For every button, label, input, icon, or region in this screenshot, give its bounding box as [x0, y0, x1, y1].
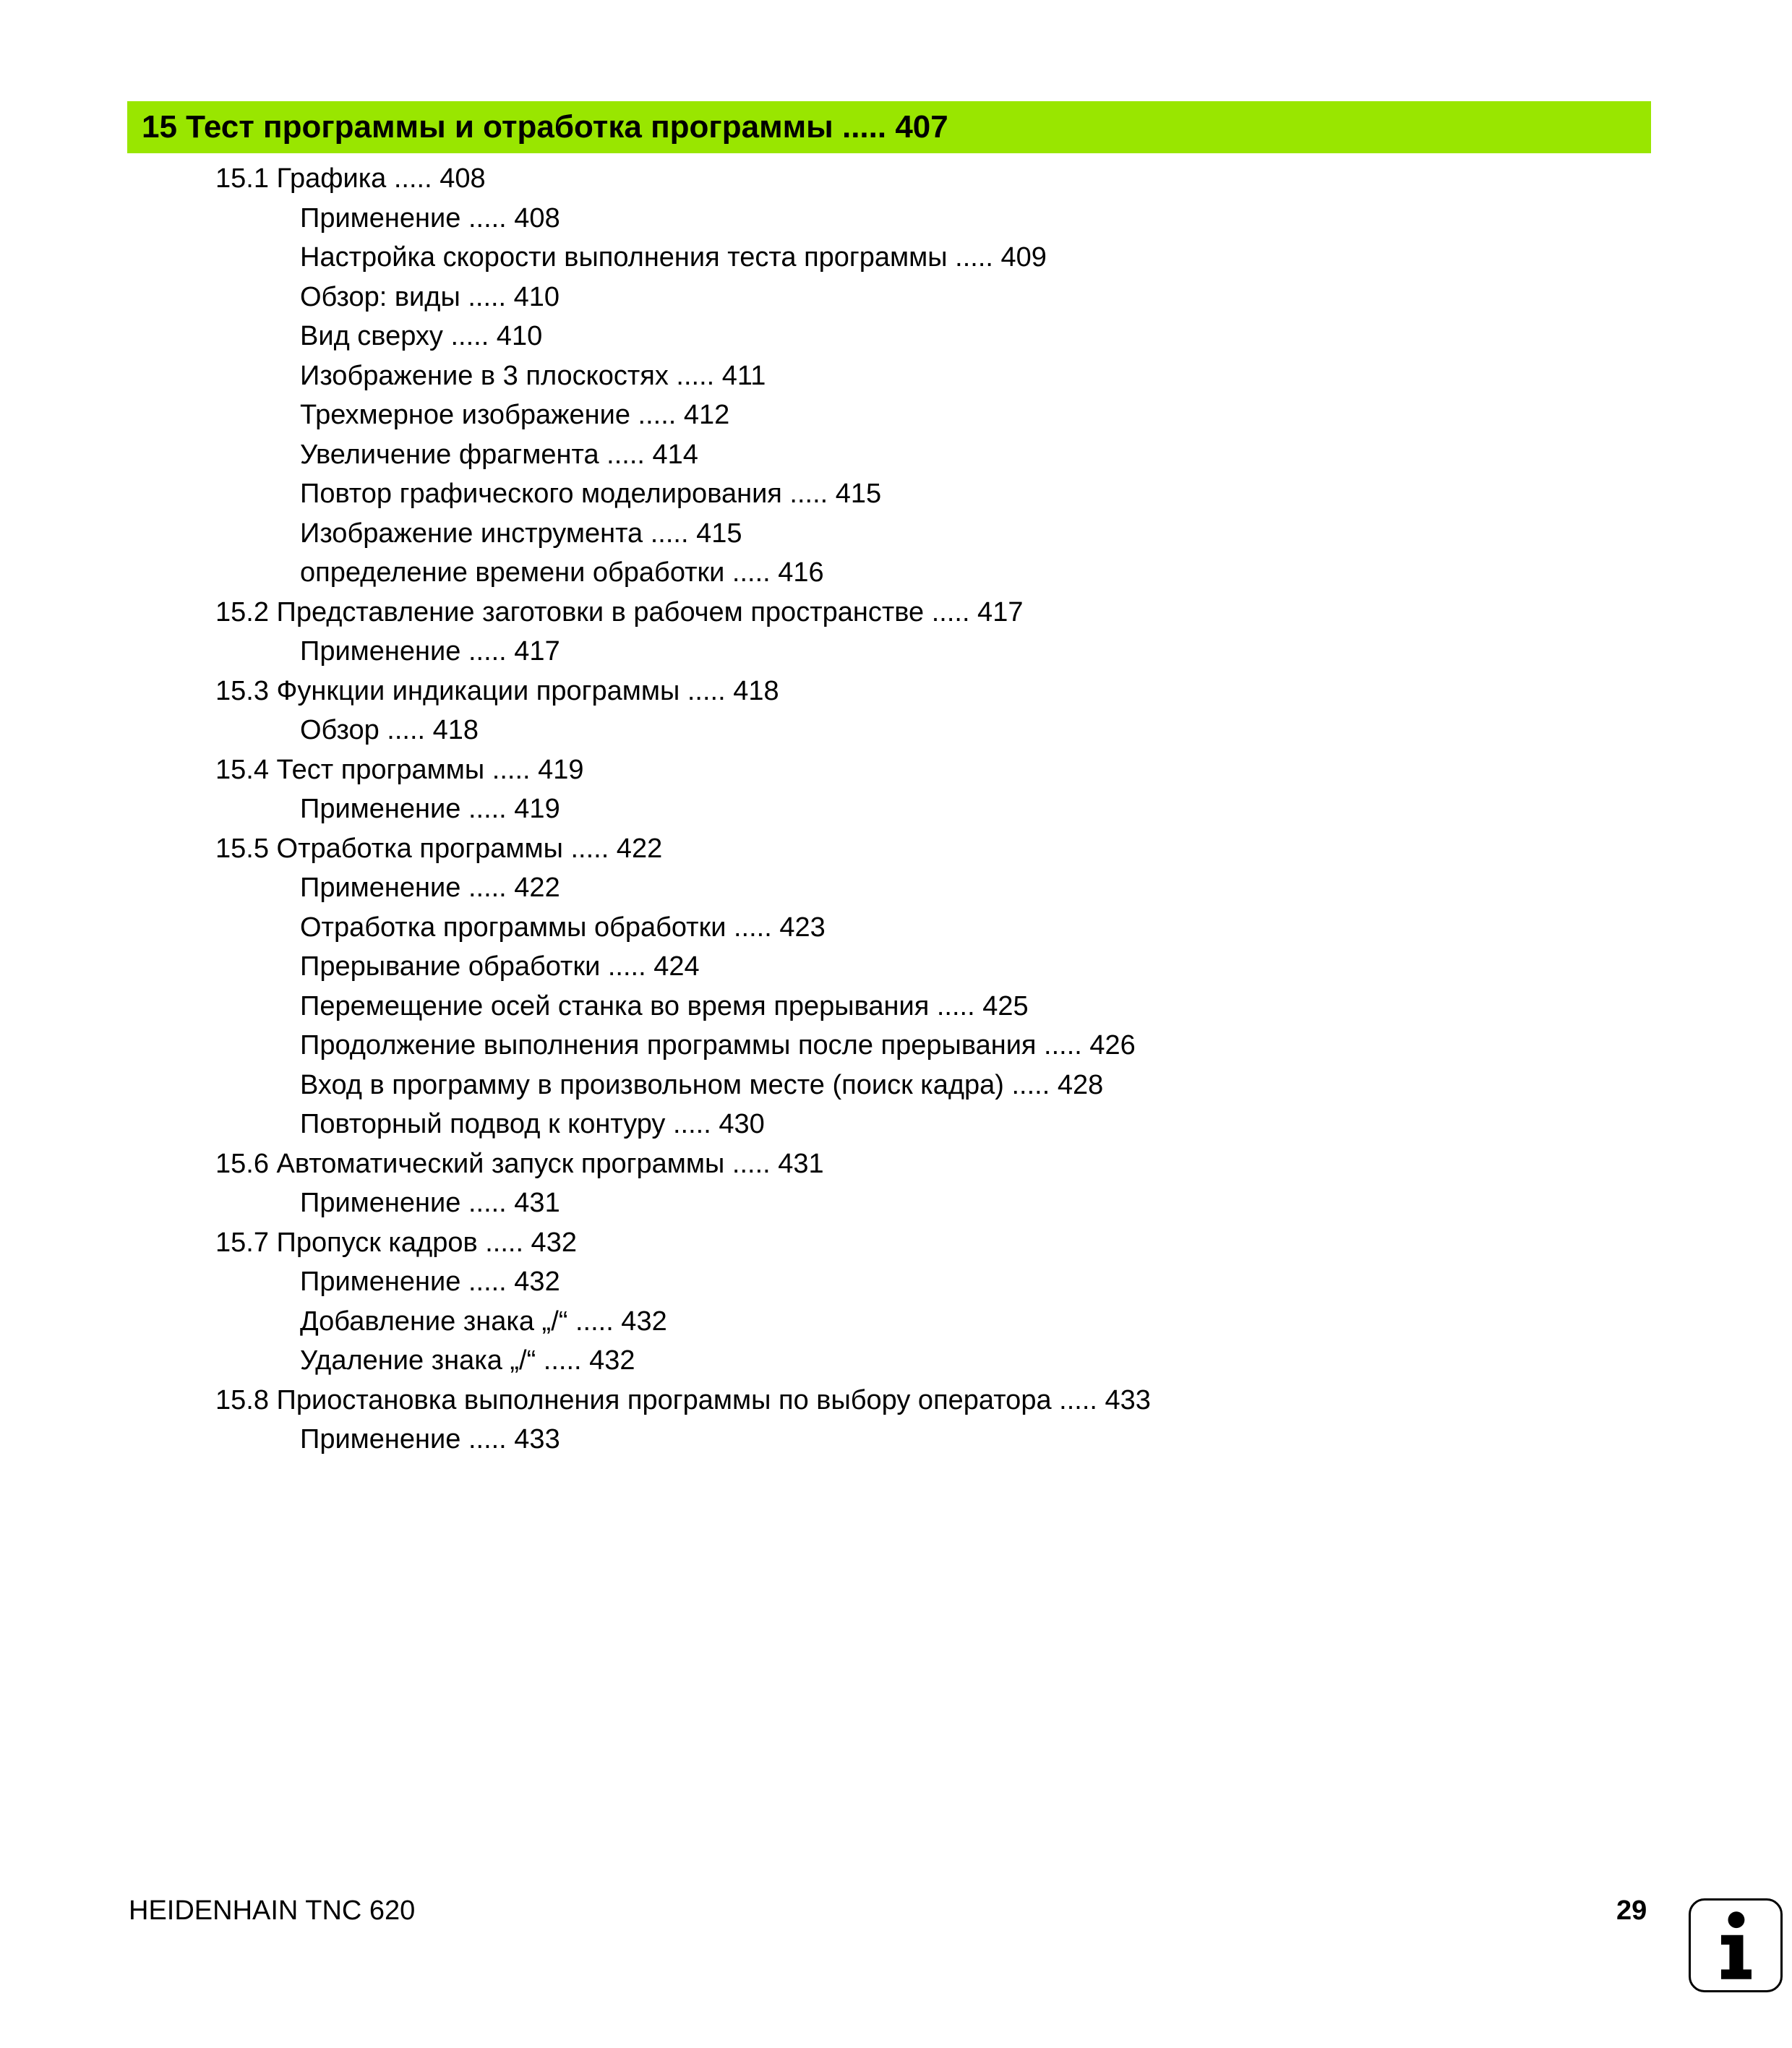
toc-subsection-entry[interactable]: Применение ..... 431 [300, 1188, 560, 1218]
toc-subsection-entry[interactable]: Применение ..... 422 [300, 873, 560, 903]
toc-subsection-entry[interactable]: определение времени обработки ..... 416 [300, 557, 824, 588]
table-of-contents [0, 159, 1792, 1460]
toc-subsection-entry[interactable]: Изображение в 3 плоскостях ..... 411 [300, 360, 766, 391]
toc-subsection-entry[interactable]: Обзор ..... 418 [300, 715, 479, 745]
toc-section-entry[interactable]: 15.1 Графика ..... 408 [215, 163, 486, 194]
toc-subsection-entry[interactable]: Вид сверху ..... 410 [300, 321, 543, 351]
toc-subsection-entry[interactable]: Повторный подвод к контуру ..... 430 [300, 1109, 765, 1139]
toc-subsection-entry[interactable]: Применение ..... 419 [300, 794, 560, 824]
toc-subsection-entry[interactable]: Трехмерное изображение ..... 412 [300, 400, 730, 430]
info-icon[interactable] [1689, 1898, 1783, 1992]
toc-section-entry[interactable]: 15.5 Отработка программы ..... 422 [215, 833, 663, 864]
toc-subsection-entry[interactable]: Применение ..... 432 [300, 1267, 560, 1297]
toc-subsection-entry[interactable]: Перемещение осей станка во время прерывания ..... 425 [300, 990, 1029, 1021]
toc-section-entry[interactable]: 15.7 Пропуск кадров ..... 432 [215, 1227, 577, 1258]
chapter-heading-bar [127, 101, 1651, 153]
toc-subsection-entry[interactable]: Повтор графического моделирования ..... 415 [300, 479, 882, 509]
page-number: 29 [1616, 1895, 1647, 1926]
toc-subsection-entry[interactable]: Добавление знака „/“ ..... 432 [300, 1306, 667, 1337]
toc-subsection-entry[interactable]: Удаление знака „/“ ..... 432 [300, 1345, 635, 1376]
toc-subsection-entry[interactable]: Изображение инструмента ..... 415 [300, 518, 742, 549]
toc-section-entry[interactable]: 15.3 Функции индикации программы ..... 418 [215, 675, 779, 706]
toc-subsection-entry[interactable]: Применение ..... 408 [300, 202, 560, 233]
toc-subsection-entry[interactable]: Прерывание обработки ..... 424 [300, 951, 700, 982]
toc-subsection-entry[interactable]: Увеличение фрагмента ..... 414 [300, 439, 698, 470]
toc-subsection-entry[interactable]: Вход в программу в произвольном месте (поиск кадра) ..... 428 [300, 1069, 1104, 1100]
toc-subsection-entry[interactable]: Настройка скорости выполнения теста программы ..... 409 [300, 242, 1047, 273]
chapter-title[interactable]: 15 Тест программы и отработка программы ..... 407 [142, 109, 948, 145]
toc-subsection-entry[interactable]: Отработка программы обработки ..... 423 [300, 912, 826, 943]
toc-section-entry[interactable]: 15.8 Приостановка выполнения программы по выбору оператора ..... 433 [215, 1384, 1151, 1415]
toc-section-entry[interactable]: 15.2 Представление заготовки в рабочем пространстве ..... 417 [215, 596, 1024, 627]
toc-subsection-entry[interactable]: Обзор: виды ..... 410 [300, 281, 560, 312]
toc-subsection-entry[interactable]: Применение ..... 433 [300, 1424, 560, 1454]
toc-section-entry[interactable]: 15.6 Автоматический запуск программы ..... 431 [215, 1148, 824, 1179]
toc-subsection-entry[interactable]: Продолжение выполнения программы после прерывания ..... 426 [300, 1030, 1136, 1061]
toc-section-entry[interactable]: 15.4 Тест программы ..... 419 [215, 754, 584, 785]
toc-subsection-entry[interactable]: Применение ..... 417 [300, 636, 560, 667]
footer-product-name: HEIDENHAIN TNC 620 [129, 1895, 416, 1926]
info-icon-glyph [1691, 1901, 1780, 1990]
